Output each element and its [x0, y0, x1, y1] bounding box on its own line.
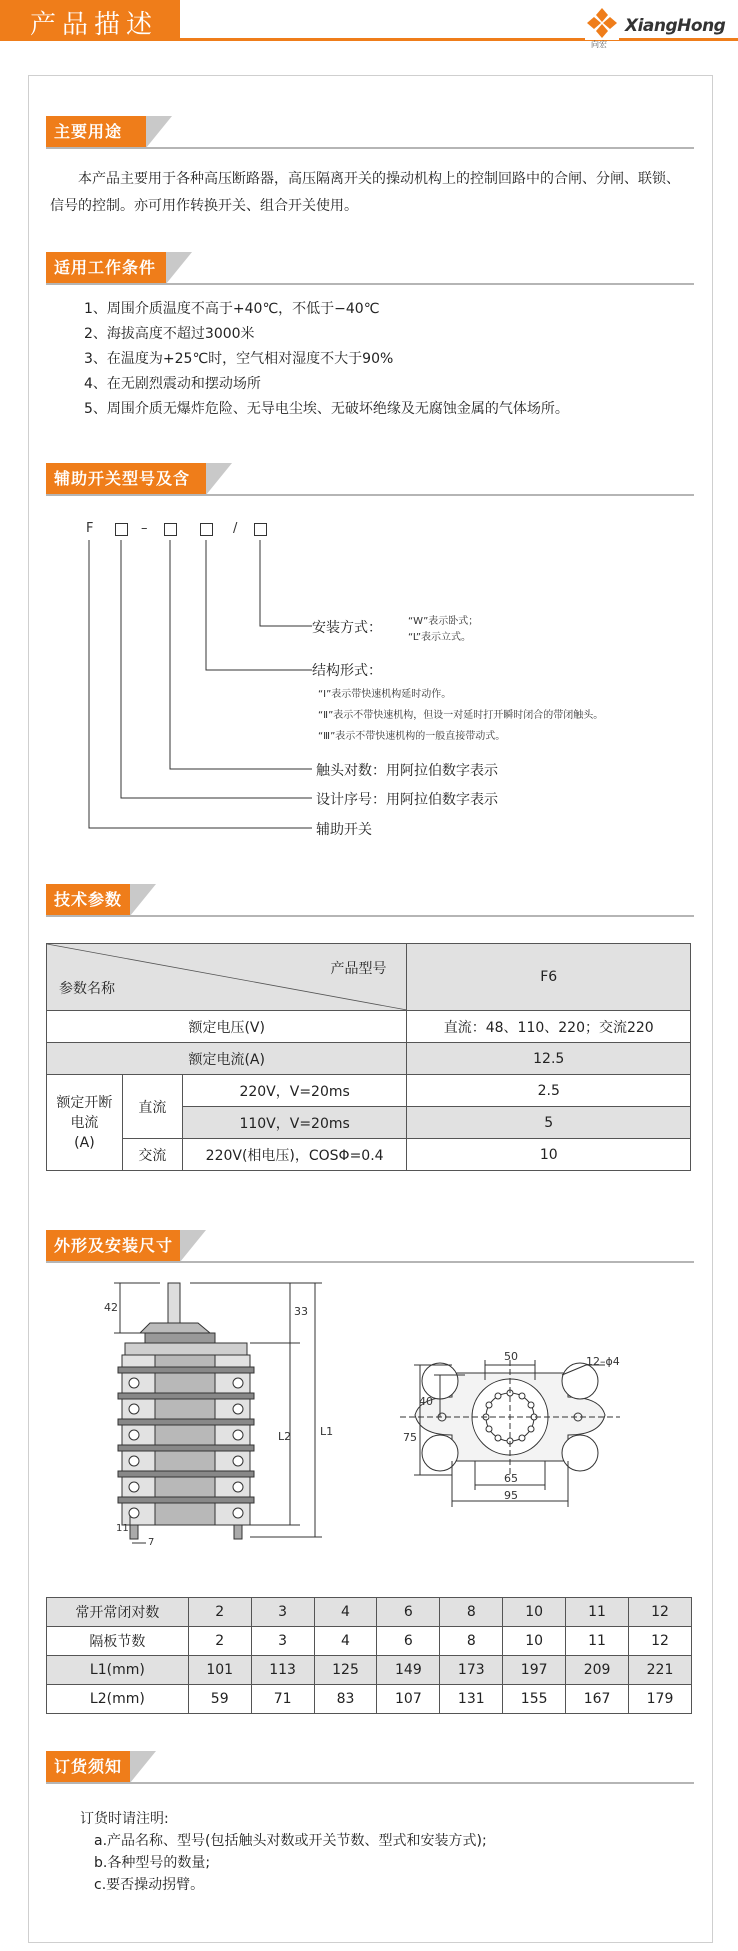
table-cell: 173	[440, 1656, 503, 1685]
struct-type-3: “Ⅲ”表示不带快速机构的一般直接带动式。	[318, 731, 506, 742]
table-row	[47, 1627, 692, 1656]
section-title: 主要用途	[46, 116, 146, 148]
heading-fold	[130, 1751, 156, 1783]
table-cell-text: 额定开断	[56, 1094, 113, 1111]
heading-fold	[180, 1230, 206, 1262]
heading-fold	[130, 884, 156, 916]
install-label: 安装方式：	[312, 620, 382, 636]
list-item: b.各种型号的数量;	[94, 1855, 211, 1871]
brand-cn: 向宏	[591, 40, 607, 49]
table-cell: 直流：48、110、220；交流220	[407, 1011, 691, 1043]
table-cell: 83	[314, 1685, 377, 1714]
table-cell: 221	[629, 1656, 692, 1685]
table-cell: 11	[566, 1598, 629, 1627]
dimension-drawing	[100, 1275, 620, 1575]
table-cell: 6	[377, 1627, 440, 1656]
design-desc: 设计序号：用阿拉伯数字表示	[316, 792, 498, 808]
table-row-label: 隔板节数	[47, 1627, 189, 1656]
table-cell: 149	[377, 1656, 440, 1685]
dim-11: 11	[116, 1523, 129, 1534]
table-row	[47, 1139, 691, 1171]
struct-type-1: “Ⅰ”表示带快速机构延时动作。	[318, 689, 452, 700]
table-cell: 59	[188, 1685, 251, 1714]
heading-rule	[46, 1261, 694, 1263]
list-item: 2、海拔高度不超过3000米	[84, 326, 255, 342]
dim-42: 42	[104, 1301, 118, 1314]
table-cell: 额定电压(V)	[47, 1011, 407, 1043]
table-cell: 直流	[122, 1075, 182, 1139]
table-row	[47, 1598, 692, 1627]
heading-rule	[46, 915, 694, 917]
table-cell: 4	[314, 1627, 377, 1656]
table-cell: 113	[251, 1656, 314, 1685]
list-item: 5、周围介质无爆炸危险、无导电尘埃、无破坏绝缘及无腐蚀金属的气体场所。	[84, 401, 569, 417]
table-cell-text: 电流	[70, 1114, 99, 1131]
table-cell: 2.5	[407, 1075, 691, 1107]
struct-label: 结构形式：	[312, 663, 382, 679]
table-cell: 6	[377, 1598, 440, 1627]
table-row	[47, 1075, 691, 1107]
model-cell: F6	[407, 944, 691, 1011]
table-row	[47, 1656, 692, 1685]
table-cell: 220V(相电压)，COSΦ=0.4	[182, 1139, 407, 1171]
dim-75: 75	[403, 1431, 417, 1444]
order-notes	[80, 1808, 487, 1896]
list-item: c.要否操动拐臂。	[94, 1877, 205, 1893]
dim-l2: L2	[278, 1430, 292, 1443]
table-cell: 交流	[122, 1139, 182, 1171]
top-view-drawing	[390, 1335, 630, 1565]
table-cell: 107	[377, 1685, 440, 1714]
table-row-label: L1(mm)	[47, 1656, 189, 1685]
table-cell-text: (A)	[74, 1134, 95, 1151]
dim-l1: L1	[320, 1425, 334, 1438]
dim-7: 7	[148, 1537, 155, 1548]
table-cell: 125	[314, 1656, 377, 1685]
page-title: 产品描述	[30, 10, 159, 40]
table-cell: 110V，V=20ms	[182, 1107, 407, 1139]
dim-12-phi4: 12–ϕ4	[586, 1355, 620, 1368]
table-cell: 8	[440, 1598, 503, 1627]
list-item: 4、在无剧烈震动和摆动场所	[84, 376, 261, 392]
table-cell: 12.5	[407, 1043, 691, 1075]
breaking-label-cell	[47, 1075, 123, 1171]
section-title: 适用工作条件	[46, 252, 166, 284]
aux-desc: 辅助开关	[316, 822, 372, 838]
dim-95: 95	[504, 1489, 518, 1502]
table-cell: 3	[251, 1627, 314, 1656]
contacts-desc: 触头对数：用阿拉伯数字表示	[316, 763, 498, 779]
order-intro: 订货时请注明:	[80, 1811, 169, 1827]
section-title: 订货须知	[46, 1751, 130, 1783]
list-item: a.产品名称、型号(包括触头对数或开关节数、型式和安装方式);	[94, 1833, 487, 1849]
table-cell: 12	[629, 1598, 692, 1627]
table-cell: 220V，V=20ms	[182, 1075, 407, 1107]
install-l: “L”表示立式。	[408, 632, 471, 643]
header-param-label: 参数名称	[59, 981, 115, 997]
table-cell: 197	[503, 1656, 566, 1685]
table-cell: 2	[188, 1627, 251, 1656]
table-cell: 209	[566, 1656, 629, 1685]
table-cell: 179	[629, 1685, 692, 1714]
header-diagonal-line	[46, 943, 409, 1011]
code-letter-f: F	[86, 521, 94, 536]
code-slash: /	[233, 521, 238, 536]
list-item: 3、在温度为+25℃时，空气相对湿度不大于90%	[84, 351, 394, 367]
table-cell: 10	[503, 1598, 566, 1627]
table-cell: 4	[314, 1598, 377, 1627]
section-title: 外形及安装尺寸	[46, 1230, 180, 1262]
section-title: 技术参数	[46, 884, 130, 916]
section-heading-tech	[46, 884, 694, 916]
table-row	[47, 1043, 691, 1075]
table-cell: 101	[188, 1656, 251, 1685]
table-cell: 3	[251, 1598, 314, 1627]
table-row	[47, 1685, 692, 1714]
section-heading-order	[46, 1751, 694, 1783]
table-cell: 12	[629, 1627, 692, 1656]
table-cell: 2	[188, 1598, 251, 1627]
table-row-label: 常开常闭对数	[47, 1598, 189, 1627]
table-cell: 8	[440, 1627, 503, 1656]
dim-40: 40	[419, 1395, 433, 1408]
dim-50: 50	[504, 1350, 518, 1363]
table-cell: 167	[566, 1685, 629, 1714]
dim-65: 65	[504, 1472, 518, 1485]
table-cell: 10	[407, 1139, 691, 1171]
code-dash: –	[141, 521, 148, 536]
dim-33: 33	[294, 1305, 308, 1318]
header-model-label: 产品型号	[330, 961, 387, 977]
table-row	[47, 1011, 691, 1043]
section-heading-dimensions	[46, 1230, 694, 1262]
install-w: “W”表示卧式；	[408, 616, 479, 627]
brand-en: XiangHong	[625, 16, 726, 36]
table-cell: 155	[503, 1685, 566, 1714]
table-row-label: L2(mm)	[47, 1685, 189, 1714]
list-item: 1、周围介质温度不高于+40℃，不低于−40℃	[84, 301, 380, 317]
table-cell: 额定电流(A)	[47, 1043, 407, 1075]
dimension-table	[46, 1597, 692, 1714]
table-cell: 131	[440, 1685, 503, 1714]
struct-type-2: “Ⅱ”表示不带快速机构，但设一对延时打开瞬时闭合的带闭触头。	[318, 710, 604, 721]
section-title: 辅助开关型号及含义	[46, 463, 206, 495]
usage-text: 本产品主要用于各种高压断路器，高压隔离开关的操动机构上的控制回路中的合闸、分闸、联锁、信号的控制。亦可用作转换开关、组合开关使用。	[50, 171, 680, 214]
heading-rule	[46, 1782, 694, 1784]
table-cell: 5	[407, 1107, 691, 1139]
table-cell: 71	[251, 1685, 314, 1714]
table-cell: 10	[503, 1627, 566, 1656]
table-cell: 11	[566, 1627, 629, 1656]
